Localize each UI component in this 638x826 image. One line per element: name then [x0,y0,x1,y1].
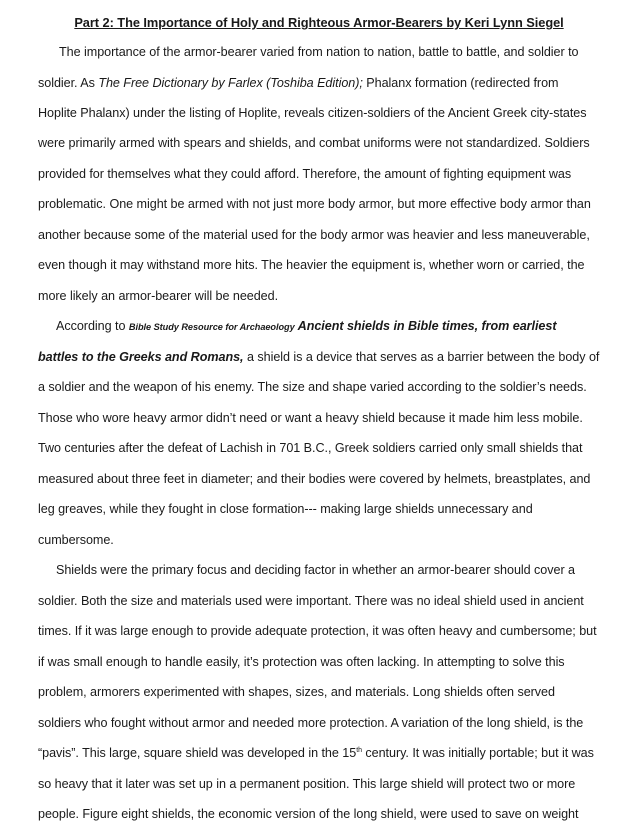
text-run: “pavis”. This large, square shield was developed in the 15 [38,746,357,760]
text-line-19: soldier. Both the size and materials used were important. There was no ideal shield used in ancient [38,593,584,608]
article-title-part-2: battles to the Greeks and Romans, [38,349,244,364]
superscript-th: th [356,746,362,754]
source-title-bible-study: Bible Study Resource for Archaeology [128,322,295,333]
text-line-15: measured about three feet in diameter; and their bodies were covered by helmets, breastplates, and [38,471,591,486]
text-line-9: more likely an armor-bearer will be needed. [38,288,279,303]
text-line-26: people. Figure eight shields, the economic version of the long shield, were used to save on weight [38,807,579,821]
source-title-dictionary: The Free Dictionary by Farlex (Toshiba Edition); [98,75,363,90]
text-line-25: so heavy that it later was set up in a permanent position. This large shield will protect two or more [38,776,576,791]
text-line-13: Those who wore heavy armor didn’t need or want a heavy shield because it made him less mobile. [38,410,583,425]
text-line-20: times. If it was large enough to provide adequate protection, it was often heavy and cumbersome; but [38,624,597,639]
text-run: Phalanx formation (redirected from [362,75,559,90]
text-line-16: leg greaves, while they fought in close formation--- making large shields unnecessary and [38,502,533,517]
text-line-17: cumbersome. [38,532,114,547]
text-line-24 [38,745,594,761]
text-run: According to [56,319,129,334]
text-run: a shield is a device that serves as a barrier between the body of [243,349,600,364]
text-line-11 [38,349,599,365]
text-line-21: if was small enough to handle easily, it’s protection was often lacking. In attempting to solve this [38,654,565,669]
text-run: century. It was initially portable; but it was [361,746,594,760]
text-line-22: problem, armorers experimented with shapes, sizes, and materials. Long shields often served [38,685,555,700]
document-title: Part 2: The Importance of Holy and Righteous Armor-Bearers by Keri Lynn Siegel [74,15,564,30]
text-line-23: soldiers who fought without armor and needed more protection. A variation of the long shield, is the [38,715,584,730]
text-line-12: a soldier and the weapon of his enemy. The size and shape varied according to the soldier’s needs. [38,380,587,395]
text-line-10 [56,318,556,335]
text-line-2 [38,75,558,91]
article-title-part-1: Ancient shields in Bible times, from earliest [294,319,557,334]
text-line-18: Shields were the primary focus and deciding factor in whether an armor-bearer should cover a [56,563,576,578]
text-line-4: were primarily armed with spears and shields, and combat uniforms were not standardized. Soldiers [38,136,590,151]
text-line-5: provided for themselves what they could afford. Therefore, the amount of fighting equipment was [38,166,572,181]
text-run: soldier. As [38,75,99,90]
text-line-8: even though it may withstand more hits. The heavier the equipment is, whether worn or carried, the [38,258,585,273]
text-line-3: Hoplite Phalanx) under the listing of Hoplite, reveals citizen-soldiers of the Ancient Greek city-states [38,106,587,120]
text-line-14: Two centuries after the defeat of Lachish in 701 B.C., Greek soldiers carried only small shields that [38,441,583,456]
text-line-1: The importance of the armor-bearer varied from nation to nation, battle to battle, and soldier to [59,45,579,59]
text-line-7: another because some of the material used for the body armor was heavier and less maneuverable, [38,227,590,242]
text-line-6: problematic. One might be armed with not just more body armor, but more effective body armor than [38,197,591,212]
